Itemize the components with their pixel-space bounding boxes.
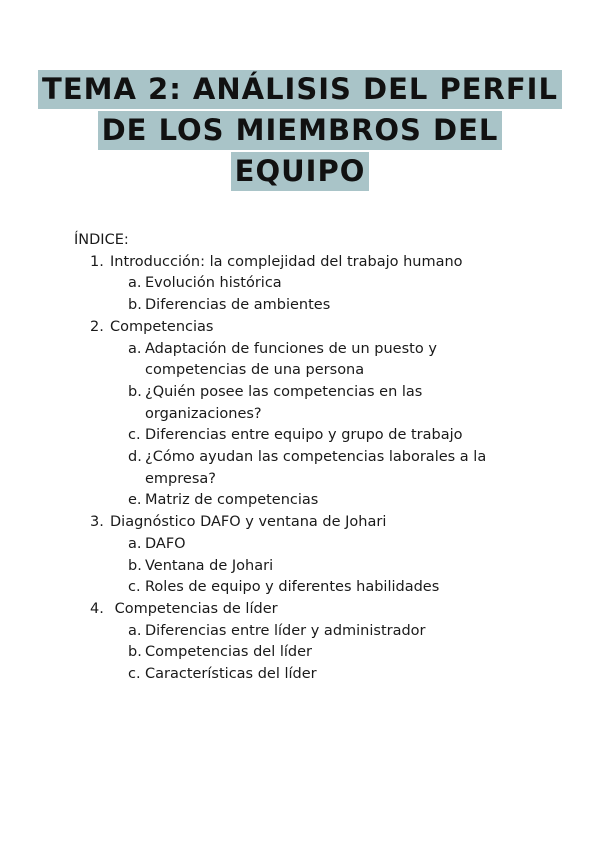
toc-item-2c	[74, 425, 515, 447]
toc-item-letter: c.	[128, 666, 141, 683]
toc-section-label: Introducción: la complejidad del trabajo humano	[110, 253, 463, 270]
toc-item-letter: b.	[128, 383, 142, 400]
toc-item-1a	[74, 273, 515, 295]
toc-section-number: 1.	[90, 253, 104, 270]
page-title-line-1: TEMA 2: ANÁLISIS DEL PERFIL	[38, 70, 562, 109]
toc-item-label: Características del líder	[145, 666, 317, 683]
toc-section-number: 4.	[90, 600, 104, 617]
table-of-contents	[74, 230, 574, 686]
toc-item-label: ¿Cómo ayudan las competencias laborales a la empresa?	[145, 449, 487, 487]
toc-item-label: Matriz de competencias	[145, 492, 319, 509]
toc-item-letter: b.	[128, 297, 142, 314]
toc-item-letter: e.	[128, 492, 142, 509]
toc-item-label: Diferencias entre líder y administrador	[145, 622, 426, 639]
index-heading: ÍNDICE:	[74, 232, 129, 248]
toc-item-3a	[74, 534, 515, 556]
toc-section-4	[74, 599, 574, 621]
page-title-line-2: DE LOS MIEMBROS DEL	[98, 111, 503, 150]
page-title	[0, 70, 600, 193]
toc-item-label: DAFO	[145, 535, 186, 552]
toc-item-label: Diferencias de ambientes	[145, 297, 331, 314]
toc-item-4b	[74, 642, 515, 664]
toc-section-label: Diagnóstico DAFO y ventana de Johari	[110, 514, 387, 531]
toc-item-letter: a.	[128, 340, 142, 357]
toc-item-2e	[74, 490, 515, 512]
toc-item-3b	[74, 556, 515, 578]
toc-item-label: ¿Quién posee las competencias en las organizaciones?	[145, 383, 423, 422]
toc-item-letter: c.	[128, 579, 141, 596]
toc-section-number: 2.	[90, 318, 104, 335]
toc-item-letter: b.	[128, 644, 142, 661]
toc-section-2	[74, 317, 574, 339]
toc-item-2b	[74, 382, 515, 425]
toc-item-label: Diferencias entre equipo y grupo de trabajo	[145, 427, 463, 444]
toc-item-letter: a.	[128, 535, 142, 552]
page-title-line-3: EQUIPO	[231, 152, 370, 191]
toc-item-letter: a.	[128, 275, 142, 292]
toc-item-letter: a.	[128, 622, 142, 639]
toc-item-2a	[74, 339, 515, 382]
toc-item-2d	[74, 447, 515, 490]
toc-item-letter: c.	[128, 427, 141, 444]
toc-section-1	[74, 252, 574, 274]
toc-section-3	[74, 512, 574, 534]
toc-item-label: Competencias del líder	[145, 644, 312, 661]
toc-item-4c	[74, 664, 515, 686]
toc-item-label: Evolución histórica	[145, 275, 282, 292]
toc-section-number: 3.	[90, 514, 104, 531]
toc-item-label: Roles de equipo y diferentes habilidades	[145, 579, 440, 596]
toc-item-letter: b.	[128, 557, 142, 574]
toc-item-label: Adaptación de funciones de un puesto y competencias de una persona	[145, 340, 437, 379]
toc-item-letter: d.	[128, 449, 142, 466]
toc-item-3c	[74, 577, 515, 599]
toc-item-1b	[74, 295, 515, 317]
toc-section-label: Competencias de líder	[110, 600, 278, 617]
toc-item-4a	[74, 621, 515, 643]
toc-item-label: Ventana de Johari	[145, 557, 274, 574]
toc-section-label: Competencias	[110, 318, 214, 335]
